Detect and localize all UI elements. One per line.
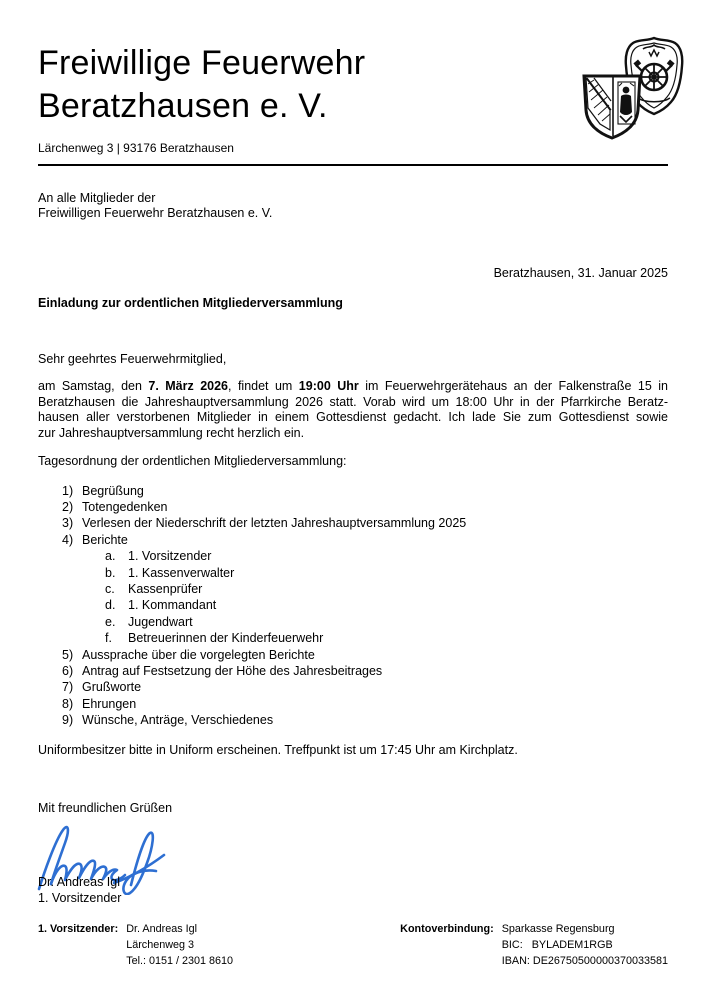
recipient-block <box>38 191 668 222</box>
body-paragraph <box>38 379 668 441</box>
agenda-item: 1) Begrüßung <box>62 483 144 498</box>
coat-of-arms-icon <box>580 72 644 140</box>
agenda-item: 3) Verlesen der Niederschrift der letzten Jahreshauptversammlung 2025 <box>62 516 467 531</box>
footer <box>38 921 668 969</box>
agenda-item: 8) Ehrungen <box>62 696 137 711</box>
header-divider <box>38 164 668 166</box>
body-line2: Beratzhausen die Jahreshauptversammlung 2026 statt. Vorab wird um 18:00 Uhr in der Pfarrkirche Beratz- <box>38 394 668 409</box>
letterhead <box>38 42 668 166</box>
agenda-item: 2) Totengedenken <box>62 499 168 514</box>
recipient-line2: Freiwilligen Feuerwehr Beratzhausen e. V. <box>38 206 273 220</box>
signer-title: 1. Vorsitzender <box>38 890 122 905</box>
footer-bank-name: Sparkasse Regensburg <box>501 923 615 935</box>
agenda-item: 7) Grußworte <box>62 680 142 695</box>
footer-chairman-name: Dr. Andreas Igl <box>126 923 198 935</box>
closing-line: Mit freundlichen Grüßen <box>38 801 173 816</box>
salutation: Sehr geehrtes Feuerwehrmitglied, <box>38 351 227 366</box>
footer-bank-bic: BIC: BYLADEM1RGB <box>501 939 613 951</box>
logo-group <box>580 36 685 141</box>
agenda-sub-item: c. Kassenprüfer <box>105 581 203 596</box>
org-title-line2: Beratzhausen e. V. <box>38 87 328 125</box>
date-line: Beratzhausen, 31. Januar 2025 <box>493 265 668 280</box>
agenda-list <box>38 483 668 729</box>
footer-bank-label: Kontoverbindung: <box>400 923 494 935</box>
footer-chairman-label: 1. Vorsitzender: <box>38 923 119 935</box>
org-title-line1: Freiwillige Feuerwehr <box>38 44 366 82</box>
agenda-item: 6) Antrag auf Festsetzung der Höhe des Jahresbeitrages <box>62 663 383 678</box>
footer-chairman-street: Lärchenweg 3 <box>126 939 195 951</box>
agenda-sub-item: d. 1. Kommandant <box>105 598 217 613</box>
agenda-sub-item: a. 1. Vorsitzender <box>105 549 212 564</box>
signer-name: Dr. Andreas Igl <box>38 874 120 889</box>
body-line3: hausen aller verstorbenen Mitglieder in einem Gottesdienst gedacht. Ich lade Sie zum Gottesdienst sowie <box>38 410 668 424</box>
agenda-sub-item: b. 1. Kassenverwalter <box>105 565 235 580</box>
footer-bank-block <box>400 921 668 969</box>
signature-block <box>38 823 668 909</box>
agenda-item: 5) Aussprache über die vorgelegten Berichte <box>62 647 315 662</box>
body-line4: zur Jahreshauptversammlung recht herzlich ein. <box>38 425 305 440</box>
recipient-line1: An alle Mitglieder der <box>38 190 156 205</box>
agenda-item: 4) Berichte <box>62 532 128 547</box>
footer-bank-iban: IBAN: DE26750500000370033581 <box>501 955 668 967</box>
footer-chairman-block <box>38 921 233 969</box>
meeting-time-bold: 19:00 Uhr <box>298 379 359 393</box>
uniform-note: Uniformbesitzer bitte in Uniform erscheinen. Treffpunkt ist um 17:45 Uhr am Kirchplatz. <box>38 742 518 757</box>
footer-chairman-phone: Tel.: 0151 / 2301 8610 <box>126 955 234 967</box>
letterhead-address: Lärchenweg 3 | 93176 Beratzhausen <box>38 141 234 155</box>
agenda-sub-item: f. Betreuerinnen der Kinderfeuerwehr <box>105 631 324 646</box>
meeting-date-bold: 7. März 2026 <box>148 379 229 393</box>
agenda-intro: Tagesordnung der ordentlichen Mitgliederversammlung: <box>38 454 347 468</box>
subject-line: Einladung zur ordentlichen Mitgliederversammlung <box>38 296 343 310</box>
agenda-item: 9) Wünsche, Anträge, Verschiedenes <box>62 713 274 728</box>
agenda-sub-item: e. Jugendwart <box>105 614 193 629</box>
body-line1: am Samstag, den 7. März 2026, findet um 19:00 Uhr im Feuerwehrgerätehaus an der Falkenstraße 15 in <box>38 379 668 393</box>
